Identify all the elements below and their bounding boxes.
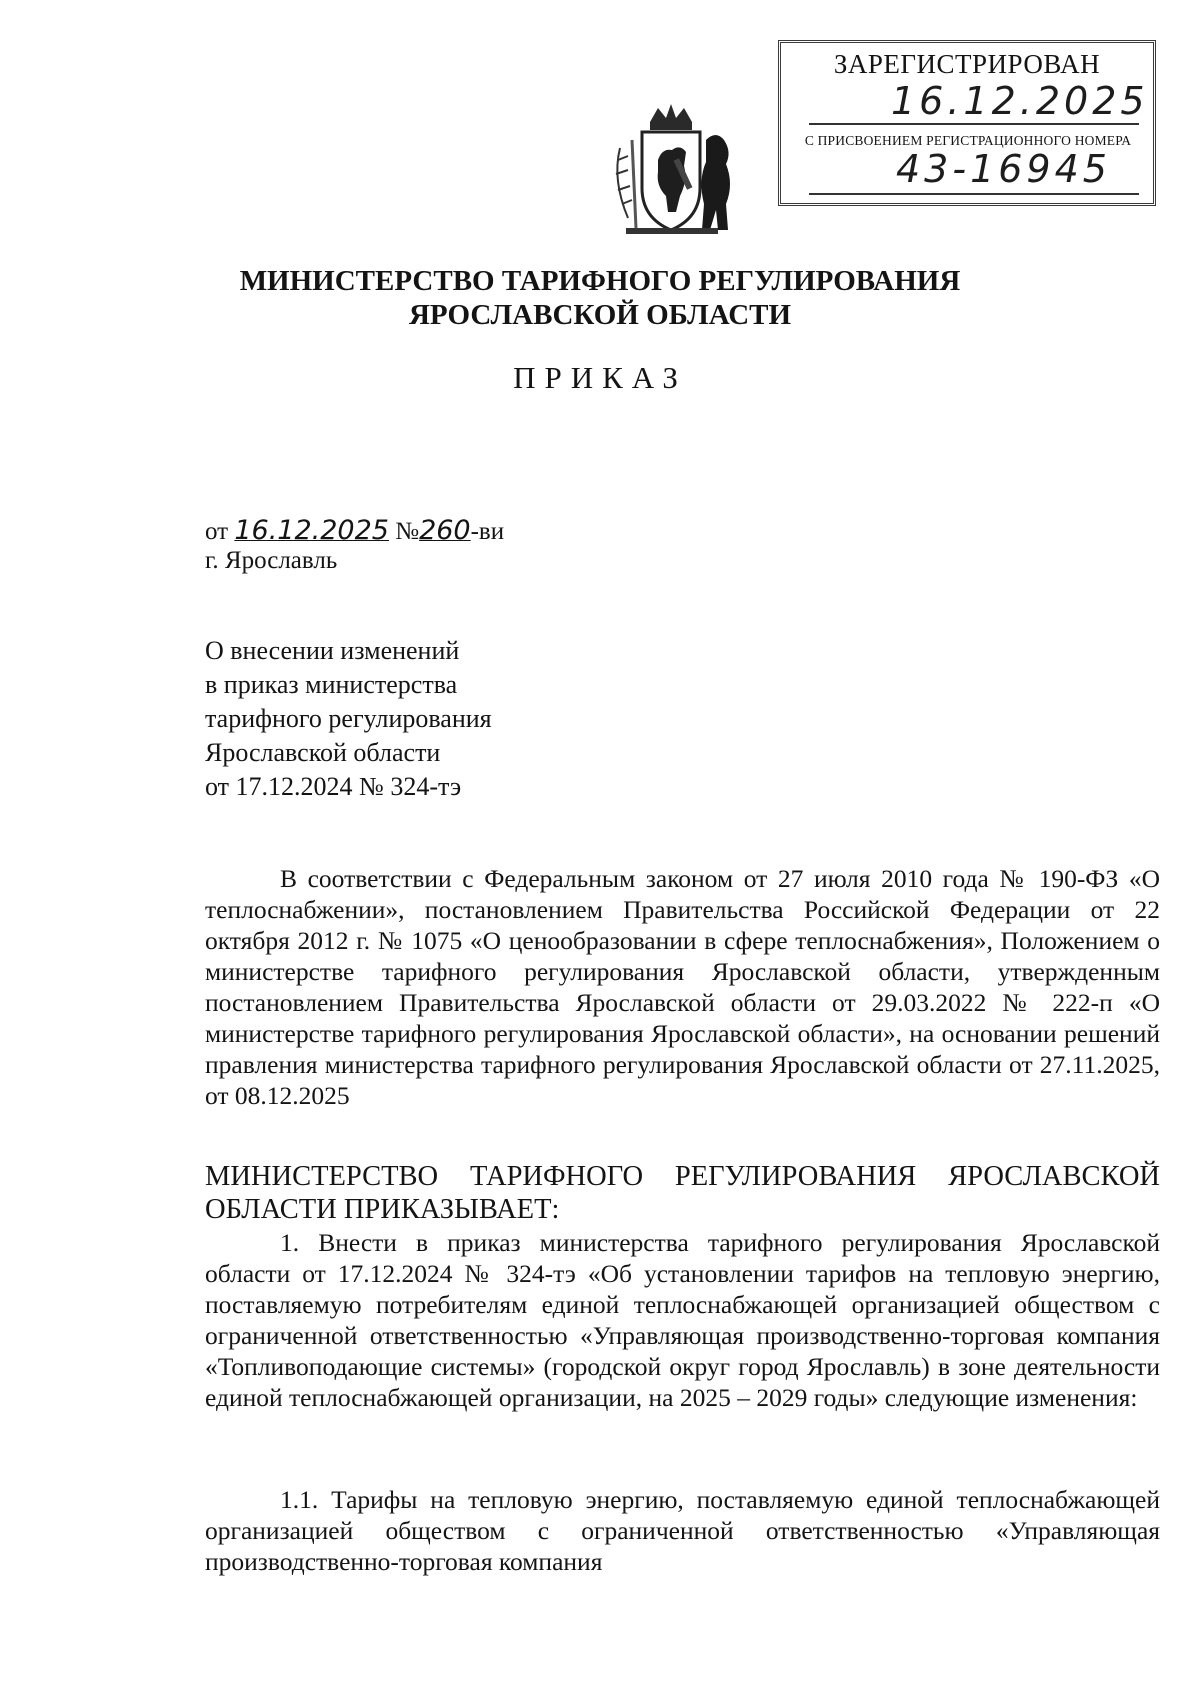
subject-line: в приказ министерства <box>205 670 458 699</box>
order-number: 260 <box>419 515 471 546</box>
stamp-registration-date: 16.12.2025 <box>891 79 1149 123</box>
order-date: 16.12.2025 <box>234 515 389 546</box>
order-subject <box>205 634 492 804</box>
clause-1-1-paragraph: 1.1. Тарифы на тепловую энергию, поставляемую единой теплоснабжающей организацией обществом с ограниченной ответственностью «Управляющая производственно-торговая компания <box>205 1485 1160 1576</box>
stamp-divider <box>809 193 1139 195</box>
stamp-registration-number: 43-16945 <box>896 147 1111 191</box>
subject-line: тарифного регулирования <box>205 704 492 733</box>
stamp-divider <box>809 123 1139 125</box>
order-date-number-line <box>205 515 504 546</box>
ministry-name-line: МИНИСТЕРСТВО ТАРИФНОГО РЕГУЛИРОВАНИЯ <box>239 265 961 297</box>
registration-stamp <box>778 40 1156 206</box>
preamble-paragraph: В соответствии с Федеральным законом от 27 июля 2010 года № 190-ФЗ «О теплоснабжении», постановлением Правительства Российской Федерации от 22 октября 2012 г. № 1075 «О ценообразовании в сфере теплоснабжения», Положением о министерстве тарифного регулирования Ярославской области, утвержденным постановлением Правительства Ярославской области от 29.03.2022 № 222-п «О министерстве тарифного регулирования Ярославской области», на основании решений правления министерства тарифного регулирования Ярославской области от 27.11.2025, от 08.12.2025 <box>205 864 1160 1110</box>
subject-line: О внесении изменений <box>205 636 460 665</box>
order-number-suffix: -ви <box>470 518 505 545</box>
ministry-name-line: ЯРОСЛАВСКОЙ ОБЛАСТИ <box>408 299 792 331</box>
yaroslavl-coat-of-arms-icon <box>606 100 736 242</box>
number-sign: № <box>395 518 420 545</box>
document-type: ПРИКАЗ <box>513 360 687 395</box>
date-prefix: от <box>205 518 229 545</box>
stamp-caption: С ПРИСВОЕНИЕМ РЕГИСТРАЦИОННОГО НОМЕРА <box>804 133 1132 148</box>
subject-line: Ярославской области <box>205 738 441 767</box>
ministry-name <box>0 264 1200 332</box>
stamp-title: ЗАРЕГИСТРИРОВАН <box>833 49 1101 79</box>
resolution-heading: МИНИСТЕРСТВО ТАРИФНОГО РЕГУЛИРОВАНИЯ ЯРОСЛАВСКОЙ ОБЛАСТИ ПРИКАЗЫВАЕТ: <box>205 1161 1160 1225</box>
city: г. Ярославль <box>205 547 338 574</box>
subject-line: от 17.12.2024 № 324-тэ <box>205 772 462 801</box>
clause-1-paragraph: 1. Внести в приказ министерства тарифного регулирования Ярославской области от 17.12.2024 № 324-тэ «Об установлении тарифов на тепловую энергию, поставляемую потребителям единой теплоснабжающей организацией обществом с ограниченной ответственностью «Управляющая производственно-торговая компания «Топливоподающие системы» (городской округ город Ярославль) в зоне деятельности единой теплоснабжающей организации, на 2025 – 2029 годы» следующие изменения: <box>205 1228 1160 1412</box>
